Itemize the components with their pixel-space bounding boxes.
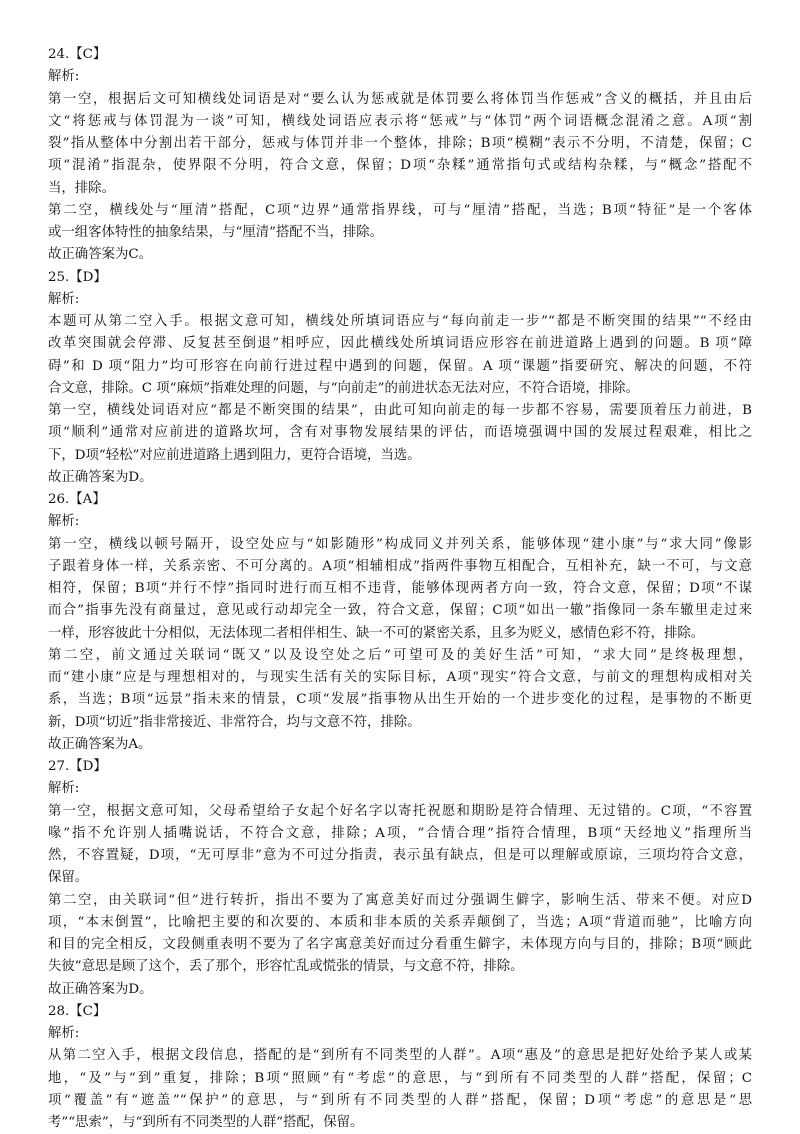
text-line: 或一组客体特性的抽象结果，与“厘清”搭配不当，排除。 [48, 225, 384, 240]
question-block [48, 1001, 752, 1134]
text-line: 相符，保留；B项“并行不悖”指同时进行而互相不违背，能够体现两者方向一致，符合文意，保留；D项“不谋 [48, 581, 752, 596]
text-line: 项“混淆”指混杂，使界限不分明，符合文意，保留；D项“杂糅”通常指句式或结构杂糅，与“概念”搭配不 [48, 158, 752, 174]
analysis-label: 解析: [48, 781, 80, 797]
text-line: 项“覆盖”有“遮盖”“保护”的意思，与“到所有不同类型的人群”搭配，保留；D项“考虑”的意思是“思 [48, 1092, 752, 1108]
text-line: 系，当选；B项“远景”指未来的情景，C项“发展”指事物从出生开始的一个进步变化的过程，是事物的不断更 [48, 692, 752, 708]
analysis-label: 解析: [48, 514, 80, 530]
text-line: 从第二空入手，根据文段信息，搭配的是“到所有不同类型的人群”。A项“惠及”的意思是把好处给予某人或某 [48, 1048, 752, 1064]
text-line: 合文意，排除。C 项“麻烦”指难处理的问题，与“向前走”的前进状态无法对应，不符合语境，排除。 [48, 380, 639, 396]
text-line: 和目的完全相反，文段侧重表明不要为了名字寓意美好而过分看重生僻字，未体现方向与目的，排除；B项“顾此 [48, 937, 752, 952]
text-line: 第一空，根据后文可知横线处词语是对“要么认为惩戒就是体罚要么将体罚当作惩戒”含义的概括，并且由后 [48, 91, 752, 107]
text-line: 本题可从第二空入手。根据文意可知，横线处所填词语应与“每向前走一步”“都是不断突围的结果”“不经由 [48, 314, 752, 329]
analysis-paragraph [48, 645, 752, 734]
text-line: 第一空，横线处词语对应“都是不断突围的结果”，由此可知向前走的每一步都不容易，需要顶着压力前进，B [48, 403, 752, 418]
question-number: 28.【C】 [48, 1003, 107, 1019]
text-line: 第二空，横线处与“厘清”搭配，C项“边界”通常指界线，可与“厘清”搭配，当选；B项“特征”是一个客体 [48, 202, 752, 218]
question-block [48, 489, 752, 756]
analysis-paragraph [48, 400, 752, 467]
analysis-paragraph [48, 200, 752, 245]
question-block [48, 44, 752, 267]
answer-conclusion: 故正确答案为D。 [48, 981, 153, 997]
text-line: 文“将惩戒与体罚混为一谈”可知，横线处词语应表示将“惩戒”与“体罚”两个词语概念混淆之意。A项“割 [48, 113, 752, 129]
text-line: 第一空，横线以顿号隔开，设空处应与“如影随形”构成同义并列关系，能够体现“建小康”与“求大同”像影 [48, 536, 752, 552]
text-line: 然，不容置疑，D项，“无可厚非”意为不可过分指责，表示虽有缺点，但是可以理解或原谅，三项均符合文意， [48, 848, 752, 863]
text-line: 第二空，由关联词“但”进行转折，指出不要为了寓意美好而过分强调生僻字，影响生活、带来不便。对应D [48, 892, 752, 908]
text-line: 第一空，根据文意可知，父母希望给子女起个好名字以寄托祝愿和期盼是符合情理、无过错的。C项，“不容置 [48, 803, 752, 819]
text-line: 第二空，前文通过关联词“既又”以及设空处之后“可望可及的美好生活”可知，“求大同”是终极理想， [48, 647, 752, 663]
text-line: 改革突围就会停滞、反复甚至倒退”相呼应，因此横线处所填词语应形容在前进道路上遇到的问题。B 项“障 [48, 336, 752, 352]
text-line: 考”“思索”，与“到所有不同类型的人群”搭配，保留。 [48, 1115, 364, 1130]
text-line: 子跟着身体一样，关系亲密、不可分离的。A项“相辅相成”指两件事物互相配合，互相补充，缺一不可，与文意 [48, 558, 752, 574]
text-line: 而合”指事先没有商量过，意见或行动却完全一致，符合文意，保留；C项“如出一辙”指像同一条车辙里走过来 [48, 603, 752, 619]
text-line: 喙”指不允许别人插嘴说话，不符合文意，排除；A项，“合情合理”指符合情理，B项“天经地义”指理所当 [48, 825, 752, 841]
text-line: 而“建小康”应是与理想相对的，与现实生活有关的实际目标，A项“现实”符合文意，与前文的理想构成相对关 [48, 670, 752, 685]
answer-conclusion: 故正确答案为C。 [48, 247, 152, 263]
analysis-paragraph [48, 890, 752, 979]
analysis-label: 解析: [48, 291, 80, 307]
text-line: 项，“本末倒置”，比喻把主要的和次要的、本质和非本质的关系弄颠倒了，当选；A项“背道而驰”，比喻方向 [48, 914, 752, 930]
analysis-paragraph [48, 534, 752, 645]
question-number: 25.【D】 [48, 269, 107, 285]
question-number: 27.【D】 [48, 759, 107, 774]
text-line: 失彼”意思是顾了这个，丢了那个，形容忙乱或慌张的情景，与文意不符，排除。 [48, 959, 524, 975]
text-line: 地，“及”与“到”重复，排除；B项“照顾”有“考虑”的意思，与“到所有不同类型的人群”搭配，保留；C [48, 1070, 752, 1086]
answer-conclusion: 故正确答案为D。 [48, 469, 153, 485]
analysis-paragraph [48, 89, 752, 200]
analysis-paragraph [48, 1045, 752, 1134]
text-line: 项“顺利”通常对应前进的道路坎坷，含有对事物发展结果的评估，而语境强调中国的发展过程艰难，相比之 [48, 425, 752, 441]
answer-conclusion: 故正确答案为A。 [48, 736, 152, 752]
text-line: 新，D项“切近”指非常接近、非常符合，均与文意不符，排除。 [48, 714, 421, 730]
question-number: 26.【A】 [48, 492, 106, 507]
analysis-label: 解析: [48, 1026, 80, 1041]
question-number: 24.【C】 [48, 47, 107, 62]
text-line: 下，D项“轻松”对应前进道路上遇到阻力，更符合语境，当选。 [48, 447, 421, 463]
text-line: 一样，形容彼此十分相似，无法体现二者相伴相生、缺一不可的紧密关系，且多为贬义，感情色彩不符，排除。 [48, 625, 705, 641]
question-block [48, 756, 752, 1001]
text-line: 裂”指从整体中分割出若干部分，惩戒与体罚并非一个整体，排除；B项“模糊”表示不分明，不清楚，保留；C [48, 136, 752, 151]
question-block [48, 267, 752, 490]
analysis-paragraph [48, 801, 752, 890]
text-line: 保留。 [48, 870, 89, 886]
analysis-paragraph [48, 311, 752, 400]
text-line: 碍”和 D 项“阻力”均可形容在向前行进过程中遇到的问题，保留。A 项“课题”指要研究、解决的问题，不符 [48, 358, 752, 374]
text-line: 当，排除。 [48, 180, 115, 196]
analysis-label: 解析: [48, 69, 80, 85]
